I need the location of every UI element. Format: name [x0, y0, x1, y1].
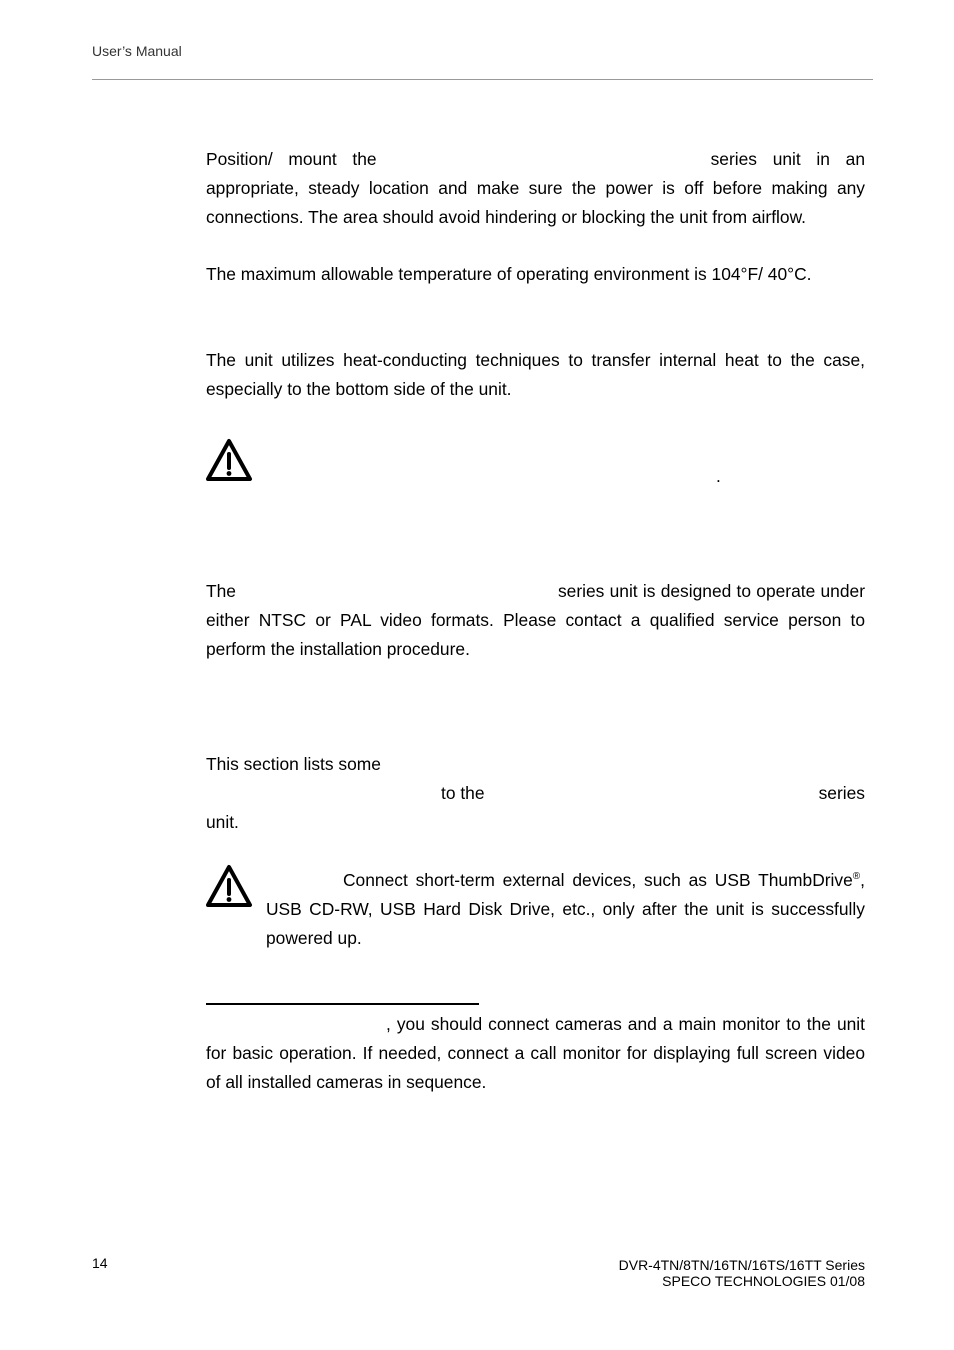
footer-info: [619, 1257, 865, 1289]
connections-intro: [206, 750, 865, 837]
basic-connection-paragraph: [206, 1010, 865, 1097]
temperature-paragraph: The maximum allowable temperature of operating environment is 104°F/ 40°C.: [206, 264, 812, 284]
warning-period: .: [716, 466, 721, 486]
page-number: 14: [92, 1255, 108, 1271]
usb-note: [266, 866, 865, 953]
intro-line-1: This section lists some: [206, 754, 381, 774]
heat-paragraph: The unit utilizes heat-conducting techniques to transfer internal heat to the case, especially to the bottom side of the unit.: [206, 350, 865, 399]
underline-rule: [206, 1003, 479, 1005]
video-format-start: The: [206, 581, 236, 601]
usb-note-text-end: , USB CD-RW, USB Hard Disk Drive, etc., only after the unit is successfully powered up.: [266, 870, 865, 948]
intro-line-2: [206, 779, 865, 808]
intro-line-3: unit.: [206, 812, 239, 832]
running-header: User’s Manual: [92, 43, 182, 59]
footer-series: DVR-4TN/8TN/16TN/16TS/16TT Series: [618, 1257, 865, 1273]
intro-series: series: [818, 783, 865, 803]
warning-icon: [205, 438, 253, 482]
registered-mark: ®: [852, 871, 861, 883]
footer-company: SPECO TECHNOLOGIES 01/08: [662, 1273, 865, 1289]
placement-text-start: Position/ mount the: [206, 149, 377, 169]
video-format-end: series unit is designed to operate under either NTSC or PAL video formats. Please contact a qualified service person to perform the installation procedure.: [206, 581, 865, 659]
placement-text-end: series unit in an appropriate, steady location and make sure the power is off before making any connections. The area should avoid hindering or blocking the unit from airflow.: [206, 149, 865, 227]
placement-paragraph: [206, 145, 865, 232]
video-format-paragraph: [206, 577, 865, 664]
header-divider: [92, 79, 873, 80]
caution-icon: [205, 864, 253, 908]
intro-to-the: to the: [441, 783, 485, 803]
usb-note-text: Connect short-term external devices, such as USB ThumbDrive: [343, 870, 853, 890]
basic-connection-text: , you should connect cameras and a main monitor to the unit for basic operation. If needed, connect a call monitor for displaying full screen video of all installed cameras in sequence.: [206, 1014, 865, 1092]
